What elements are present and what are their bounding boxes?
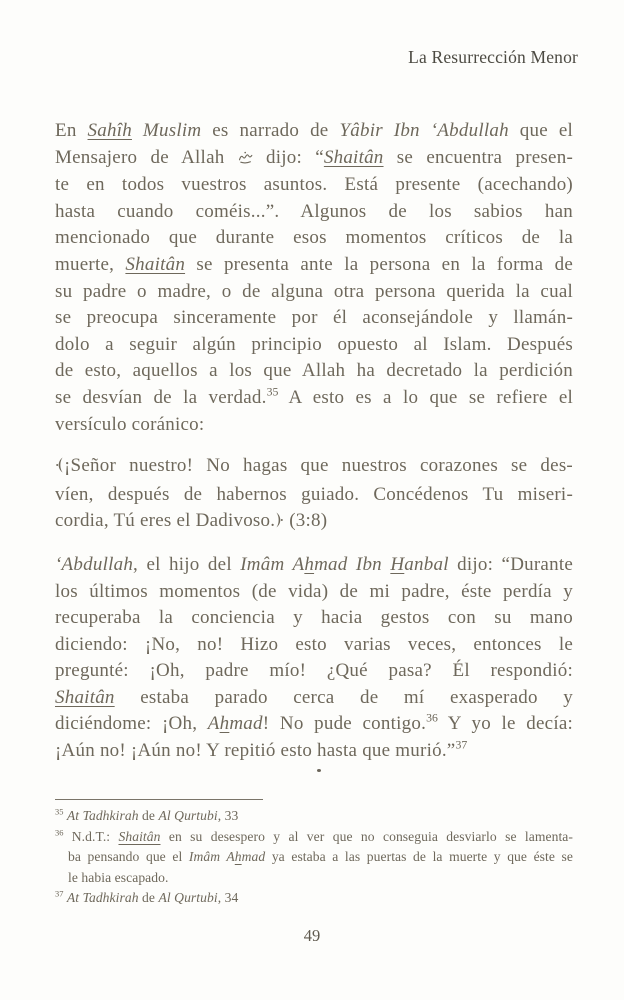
text-segment: Mensajero de Allah [55, 146, 238, 168]
text-segment: hasta cuando coméis...”. Algunos de los sabios han [55, 200, 573, 222]
text-segment: mad [241, 849, 266, 865]
text-segment: de [138, 808, 159, 823]
text-segment: dijo: “ [252, 146, 324, 168]
footnote-35 [55, 806, 573, 827]
text-segment: se preocupa sinceramente por él aconsejándole y llamán- [55, 307, 573, 329]
text-segment: estaba parado cerca de mí exasperado y [114, 686, 573, 708]
text-segment: pregunté: ¡Oh, padre mío! ¿Qué pasa? Él respondió: [55, 660, 573, 682]
text-line [55, 888, 573, 909]
text-segment: que el [508, 120, 574, 141]
text-line [55, 279, 573, 306]
text-segment: A [207, 713, 220, 735]
text-line [55, 252, 573, 279]
text-segment: dolo a seguir algún principio opuesto al Islam. Después [55, 333, 573, 355]
text-segment: H [390, 553, 405, 575]
text-line [55, 711, 573, 738]
text-line [55, 482, 573, 509]
text-segment: se presenta ante la persona en la forma de [185, 253, 574, 275]
text-segment: diciéndome: ¡Oh, [55, 713, 208, 735]
text-line [55, 412, 573, 439]
text-line [55, 385, 573, 412]
text-line [55, 172, 573, 199]
footnote-reference: 36 [426, 712, 438, 726]
text-segment: Shaitân [118, 828, 161, 844]
text-segment: Shaitân [323, 146, 384, 168]
text-line [55, 827, 573, 848]
text-line [55, 225, 573, 252]
text-segment: , 34 [217, 890, 239, 906]
text-line [55, 632, 573, 659]
text-line [55, 605, 573, 632]
footnotes-section [55, 806, 573, 909]
text-line [55, 118, 573, 145]
text-segment: Y yo le decía: [437, 713, 573, 735]
text-line [55, 305, 573, 332]
text-segment: víen, después de habernos guiado. Concédenos Tu miseri- [55, 483, 573, 505]
text-segment: se desvían de la verdad. [55, 386, 267, 408]
quran-open-bracket-icon [55, 455, 64, 482]
saws-calligraphy-icon [238, 146, 253, 173]
footnote-37 [55, 888, 573, 909]
text-line [55, 806, 573, 827]
text-segment: , el hijo del [133, 553, 241, 575]
text-segment: (3:8) [284, 510, 328, 532]
text-segment: en su desespero y al ver que no conseguia desviarlo se lamenta- [160, 828, 573, 844]
text-segment: te en todos vuestros asuntos. Está presente (acechando) [55, 174, 573, 196]
text-line [55, 685, 573, 712]
text-segment: A esto es a lo que se refiere el [278, 386, 573, 408]
text-segment: Shaitân [125, 253, 186, 275]
text-segment: mad [229, 713, 263, 735]
text-segment: Imâm A [240, 553, 305, 575]
text-segment: Al Qurtubi [158, 890, 218, 906]
text-line [55, 658, 573, 685]
text-line [55, 738, 573, 765]
text-segment: su padre o madre, o de alguna otra persona querida la cual [55, 280, 573, 302]
text-segment: mencionado que durante esos momentos críticos de la [55, 227, 573, 249]
text-segment: ¡Aún no! ¡Aún no! Y repitió esto hasta que murió.” [55, 740, 456, 762]
separator-dot [317, 769, 321, 772]
text-line [55, 332, 573, 359]
text-segment: En [55, 120, 88, 141]
text-segment: muerte, [55, 253, 126, 275]
footnote-reference: 36 [55, 827, 64, 838]
running-header: La Resurrección Menor [408, 47, 578, 67]
text-segment: es narrado de [201, 120, 340, 141]
text-segment: ‘Abdullah [55, 553, 134, 575]
text-segment: de [138, 890, 159, 906]
text-segment: N.d.T.: [63, 828, 119, 844]
footnote-reference: 37 [455, 738, 468, 752]
text-segment: ! No pude contigo. [262, 713, 427, 735]
footnote-reference: 35 [55, 806, 64, 817]
text-segment: los últimos momentos (de vida) de mi padre, éste perdía y [55, 580, 573, 602]
text-segment: de esto, aquellos a los que Allah ha decretado la perdición [55, 360, 573, 382]
text-segment: mad Ibn [314, 553, 391, 575]
text-segment: Sahîh [87, 120, 132, 141]
quran-verse-quote [55, 453, 573, 537]
text-segment: ya estaba a las puertas de la muerte y que éste se [265, 849, 573, 865]
text-line [55, 199, 573, 226]
text-segment: At Tadhkirah [66, 890, 139, 906]
text-line [55, 508, 573, 537]
text-segment: le habia escapado. [68, 869, 169, 885]
page-number: 49 [303, 926, 321, 945]
footnote-reference: 35 [266, 385, 279, 399]
text-line [55, 145, 573, 173]
text-segment: ba pensando que el [68, 849, 189, 865]
text-segment: ¡Señor nuestro! No hagas que nuestros corazones se des- [64, 455, 573, 477]
text-segment: Muslim [131, 120, 202, 141]
text-segment: h [219, 713, 230, 735]
text-segment: Shaitân [55, 686, 115, 708]
text-segment: versículo coránico: [55, 413, 205, 435]
text-segment: h [234, 849, 242, 865]
text-segment: recuperaba la conciencia y hacia gestos con su mano [55, 607, 573, 629]
text-segment: se encuentra presen- [383, 146, 573, 168]
text-line [55, 847, 573, 868]
text-line [55, 552, 573, 579]
text-segment: , 33 [217, 808, 239, 823]
text-segment: Al Qurtubi [158, 808, 218, 823]
text-line [55, 453, 573, 482]
footnote-36 [55, 827, 573, 889]
text-segment: dijo: “Durante [448, 553, 573, 575]
paragraph-hadith-muslim [55, 118, 573, 438]
text-segment: cordia, Tú eres el Dadivoso. [55, 510, 276, 532]
text-segment: At Tadhkirah [66, 808, 139, 823]
main-text-block [55, 118, 573, 765]
footnote-separator-rule [55, 799, 263, 800]
text-segment: diciendo: ¡No, no! Hizo esto varias veces, entonces le [55, 633, 573, 655]
text-segment: Yâbir Ibn ‘Abdullah [339, 120, 509, 141]
text-segment: Imâm A [188, 849, 235, 865]
text-segment: anbal [404, 553, 449, 575]
paragraph-abdullah-account [55, 552, 573, 765]
quran-close-bracket-icon [275, 510, 284, 537]
text-line [55, 358, 573, 385]
text-line [55, 579, 573, 606]
text-segment: h [304, 553, 315, 575]
footnote-reference: 37 [55, 888, 64, 899]
text-line [55, 868, 573, 889]
